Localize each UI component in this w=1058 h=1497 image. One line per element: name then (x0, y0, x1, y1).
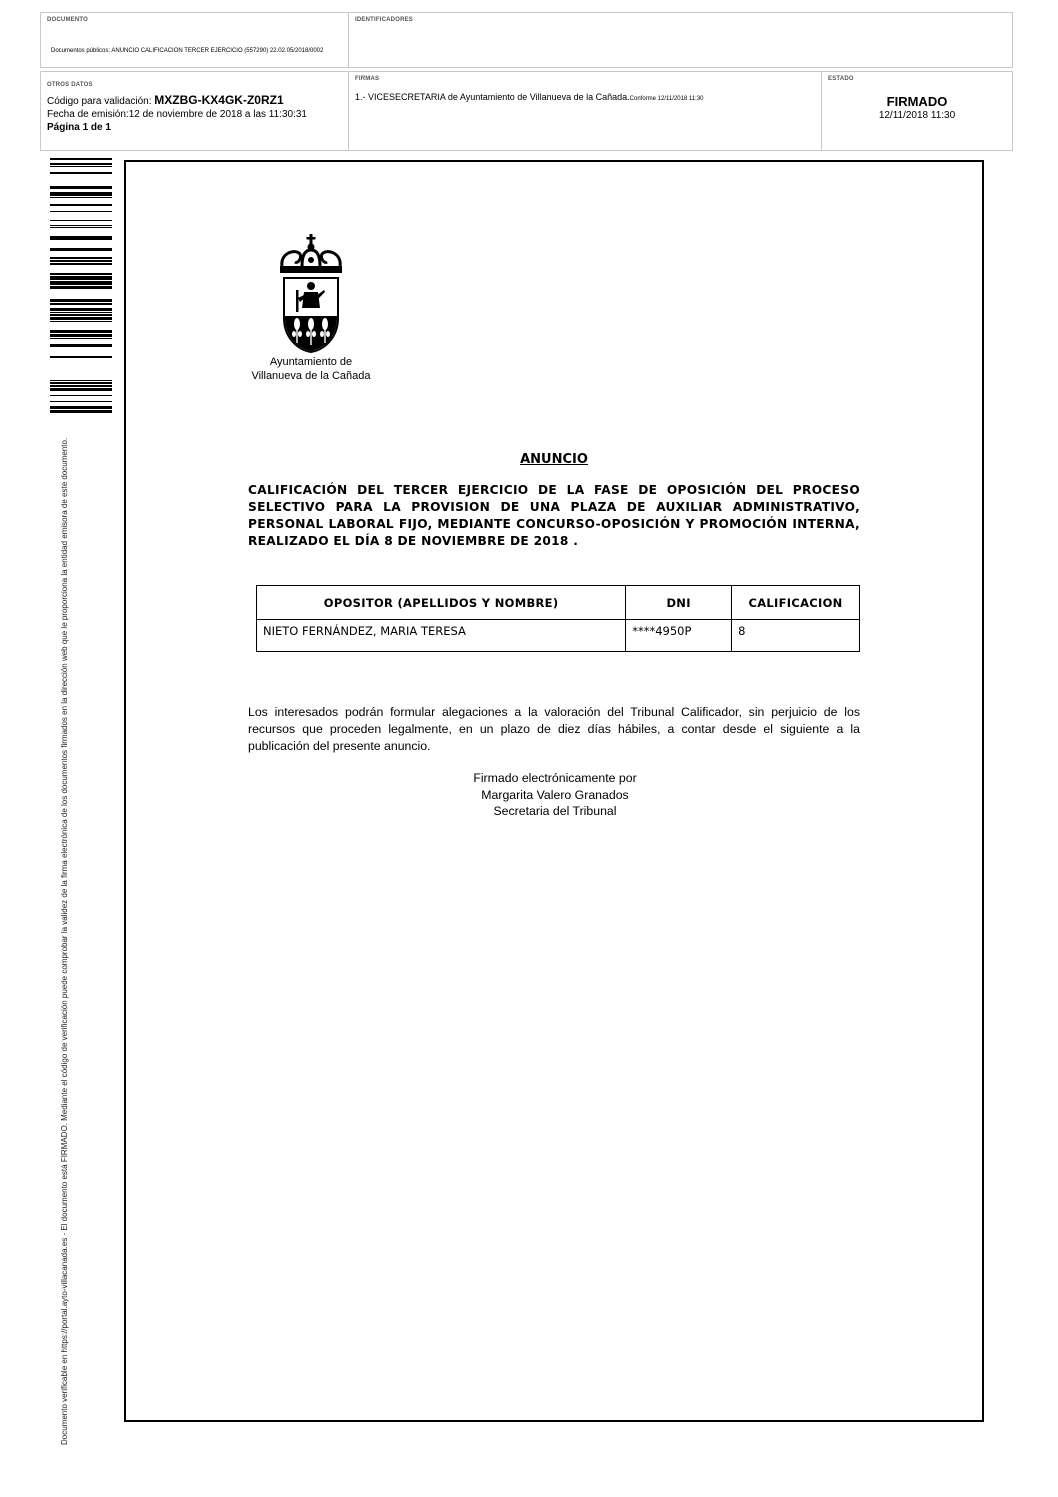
column-header-calificacion: CALIFICACION (732, 586, 860, 620)
cell-opositor: NIETO FERNÁNDEZ, MARIA TERESA (257, 620, 626, 652)
announcement-body: Los interesados podrán formular alegaciones a la valoración del Tribunal Calificador, sin perjuicio de los recursos que proceden legalmente, en un plazo de diez días hábiles, a contar desde el siguiente a la publicación del presente anuncio. (248, 705, 860, 753)
validation-code-label: Código para validación: (47, 96, 152, 107)
firmas-cell (348, 71, 822, 151)
municipality-name-line2: Villanueva de la Cañada (251, 370, 371, 382)
signature-block (380, 770, 730, 820)
firmas-label: FIRMAS (355, 76, 380, 82)
table-row (257, 620, 860, 652)
page-count: Página 1 de 1 (47, 122, 111, 133)
coat-of-arms-icon (276, 232, 346, 354)
signature-name: Margarita Valero Granados (481, 787, 629, 802)
table-header-row (257, 586, 860, 620)
cell-dni: ****4950P (626, 620, 732, 652)
estado-label: ESTADO (828, 76, 854, 82)
signature-line1: Firmado electrónicamente por (473, 771, 637, 785)
identificadores-label: IDENTIFICADORES (355, 17, 414, 23)
validation-code-line (47, 95, 284, 107)
signature-entry-date: Conforme 12/11/2018 11:30 (629, 96, 704, 102)
results-table (256, 585, 860, 652)
column-header-dni: DNI (626, 586, 732, 620)
signature-entry-text: 1.- VICESECRETARIA de Ayuntamiento de Villanueva de la Cañada. (355, 92, 630, 102)
signature-role: Secretaria del Tribunal (493, 804, 617, 818)
page-title: ANUNCIO (520, 452, 588, 467)
documento-cell (40, 12, 349, 68)
signature-entry (355, 92, 704, 102)
municipality-name-line1: Ayuntamiento de (269, 356, 353, 368)
verification-side-note: Documento verificable en https://portal.ayto-villacanada.es - El documento está FIRMADO. Mediante el código de verificación puede comprobar la validez de la firma electrónica de los documentos firmados en la dirección web que le proporciona la entidad emisora de este documento. (60, 437, 69, 1445)
otros-datos-cell (40, 71, 349, 151)
documento-description: Documentos públicos: ANUNCIO CALIFICACION TERCER EJERCICIO (557290) 22.02.05/2018/0002 (51, 48, 324, 54)
announcement-subject: CALIFICACIÓN DEL TERCER EJERCICIO DE LA FASE DE OPOSICIÓN DEL PROCESO SELECTIVO PARA LA PROVISION DE UNA PLAZA DE AUXILIAR ADMINISTRATIVO, PERSONAL LABORAL FIJO, MEDIANTE CONCURSO-OPOSICIÓN Y PROMOCIÓN INTERNA, REALIZADO EL DÍA 8 DE NOVIEMBRE DE 2018 . (248, 483, 860, 548)
status-badge: FIRMADO (886, 94, 948, 109)
identificadores-cell (348, 12, 1013, 68)
documento-label: DOCUMENTO (47, 17, 89, 23)
estado-cell (821, 71, 1013, 151)
otros-datos-label: OTROS DATOS (47, 82, 93, 88)
cell-calificacion: 8 (732, 620, 860, 652)
status-date: 12/11/2018 11:30 (878, 110, 956, 121)
municipality-name (240, 355, 382, 383)
barcode-icon (50, 158, 112, 414)
column-header-opositor: OPOSITOR (APELLIDOS Y NOMBRE) (257, 586, 626, 620)
validation-code-value: MXZBG-KX4GK-Z0RZ1 (154, 93, 284, 107)
issue-date: Fecha de emisión:12 de noviembre de 2018 a las 11:30:31 (47, 109, 307, 120)
